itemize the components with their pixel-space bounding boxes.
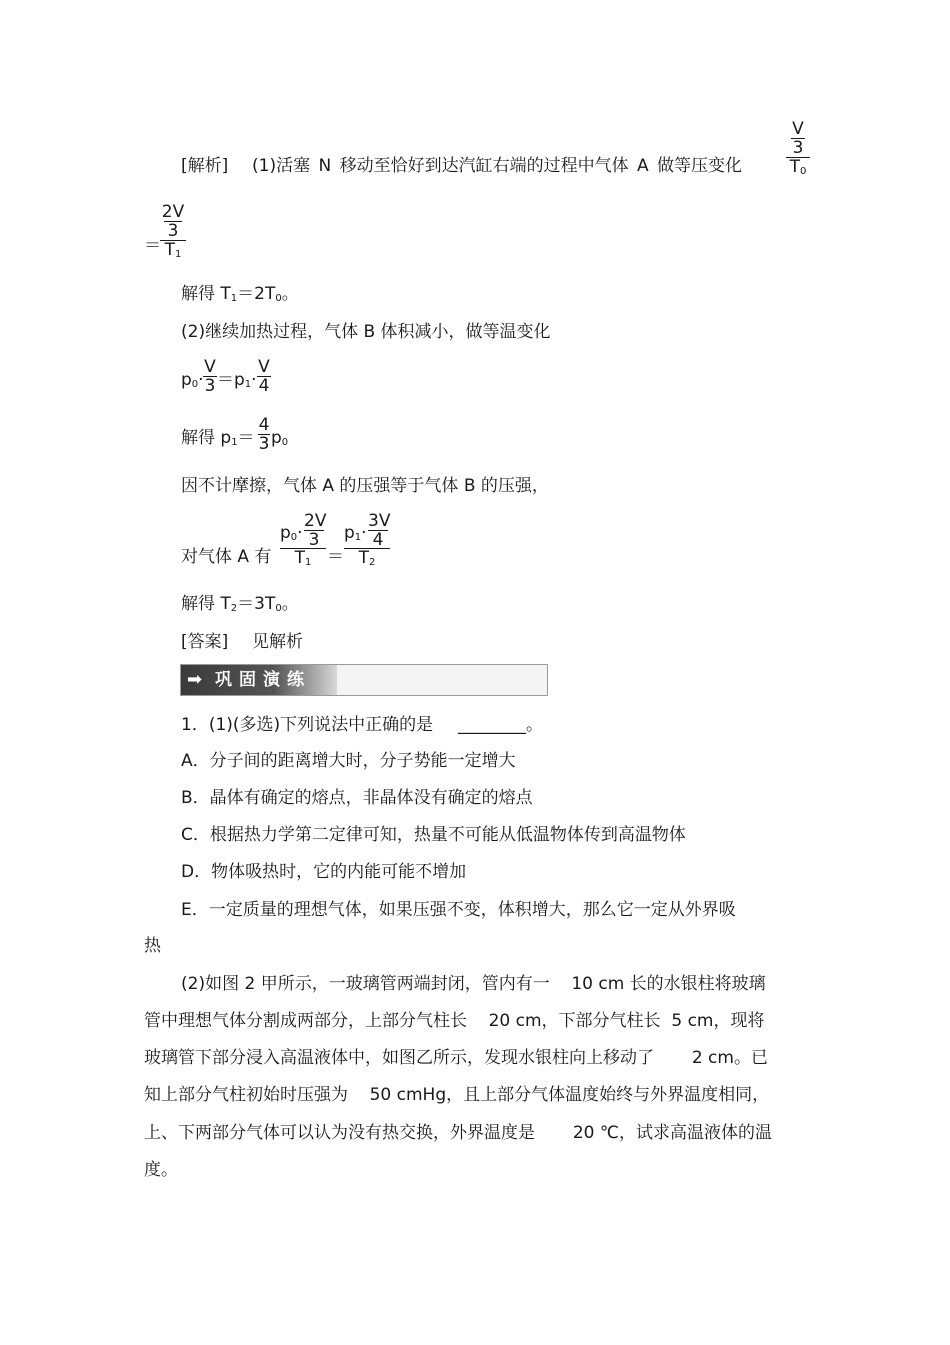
step2-text: (2)继续加热过程，气体 B 体积减小，做等温变化 (181, 322, 551, 342)
eq2-left-num: V (204, 357, 216, 377)
q1-option-d: D．物体吸热时，它的内能可能不增加 (181, 862, 467, 882)
eq3-left-den: $T_1$ (280, 548, 326, 572)
jiexi-label: [解析] (181, 156, 229, 176)
solve2-line: 解得 $p_1=$ (181, 428, 255, 448)
q1-stem: 1．(1)(多选)下列说法中正确的是 (181, 715, 434, 735)
eq1-lhs-fraction (786, 120, 810, 181)
solve2-num: 4 (258, 415, 270, 435)
banner-title: 巩固演练 (215, 670, 311, 690)
q1-blank: ________。 (458, 715, 543, 735)
eq3-left-fraction (280, 512, 326, 572)
answer-label: [答案] (181, 632, 229, 652)
eq3-right-3v: 3V (368, 511, 391, 531)
eq2-right-den: 4 (258, 376, 270, 396)
q1-option-a: A．分子间的距离增大时，分子势能一定增大 (181, 751, 516, 771)
q1-option-e: E．一定质量的理想气体，如果压强不变，体积增大，那么它一定从外界吸 (181, 900, 736, 920)
eq2-right-num: V (258, 357, 270, 377)
arrow-right-icon: ➡ (187, 669, 203, 690)
solve3-line: 解得 $T_2=3T_0$。 (181, 594, 299, 614)
eq3-right-den: $T_2$ (344, 548, 390, 572)
solve2-p0: $p_0$ (271, 428, 289, 448)
eq3-left-3: 3 (304, 530, 324, 549)
eq3-left-2v: 2V (304, 511, 327, 531)
eq1-equals: ＝ (144, 236, 161, 256)
eq2-mid: $=p_1\cdot$ (217, 370, 257, 390)
q1-option-c: C．根据热力学第二定律可知，热量不可能从低温物体传到高温物体 (181, 825, 686, 845)
solve2-den: 3 (258, 434, 270, 454)
eq1-lhs-den: $T_0$ (786, 157, 810, 181)
eq1-rhs-fraction (160, 203, 186, 264)
q2-line-1: (2)如图 2 甲所示，一玻璃管两端封闭，管内有一 10 cm 长的水银柱将玻璃 (181, 974, 766, 994)
eq3-equals: ＝ (327, 547, 344, 567)
eq2-left-den: 3 (204, 376, 216, 396)
q2-line-3: 玻璃管下部分浸入高温液体中，如图乙所示，发现水银柱向上移动了 2 cm。已 (144, 1048, 768, 1068)
eq3-left-p: $p_0\cdot$ (280, 523, 303, 543)
answer-text: 见解析 (252, 632, 303, 652)
eq2-frac-left (203, 358, 217, 395)
eq3-right-4: 4 (368, 530, 388, 549)
step3-text: 因不计摩擦，气体 A 的压强等于气体 B 的压强， (181, 476, 549, 496)
eq2-frac-right (257, 358, 271, 395)
eq1-lhs-num-bot: 3 (792, 138, 804, 158)
eq1-rhs-num-top: 2V (161, 202, 185, 222)
eq3-right-p: $p_1\cdot$ (344, 523, 367, 543)
q2-line-4: 知上部分气柱初始时压强为 50 cmHg，且上部分气体温度始终与外界温度相同， (144, 1085, 770, 1105)
eq3-right-fraction (344, 512, 390, 572)
solve2-frac (258, 416, 270, 453)
step1-text: (1)活塞 N 移动至恰好到达汽缸右端的过程中气体 A 做等压变化 (252, 156, 743, 176)
section-banner (180, 664, 548, 696)
q1-option-b: B．晶体有确定的熔点，非晶体没有确定的熔点 (181, 788, 533, 808)
eq1-rhs-den: $T_1$ (160, 240, 186, 264)
q1-option-e-cont: 热 (144, 936, 161, 956)
q2-line-2: 管中理想气体分割成两部分，上部分气柱长 20 cm，下部分气柱长 5 cm，现将 (144, 1011, 765, 1031)
eq1-rhs-num-bot: 3 (164, 221, 182, 240)
q2-line-6: 度。 (144, 1160, 178, 1180)
solve1-line: 解得 $T_1=2T_0$。 (181, 284, 299, 304)
eq2-line: $p_0\cdot$ (181, 370, 204, 390)
q2-line-5: 上、下两部分气体可以认为没有热交换，外界温度是 20 ℃，试求高温液体的温 (144, 1123, 772, 1143)
eq3-prefix: 对气体 A 有 (181, 547, 272, 567)
eq1-lhs-num-top: V (792, 119, 804, 139)
